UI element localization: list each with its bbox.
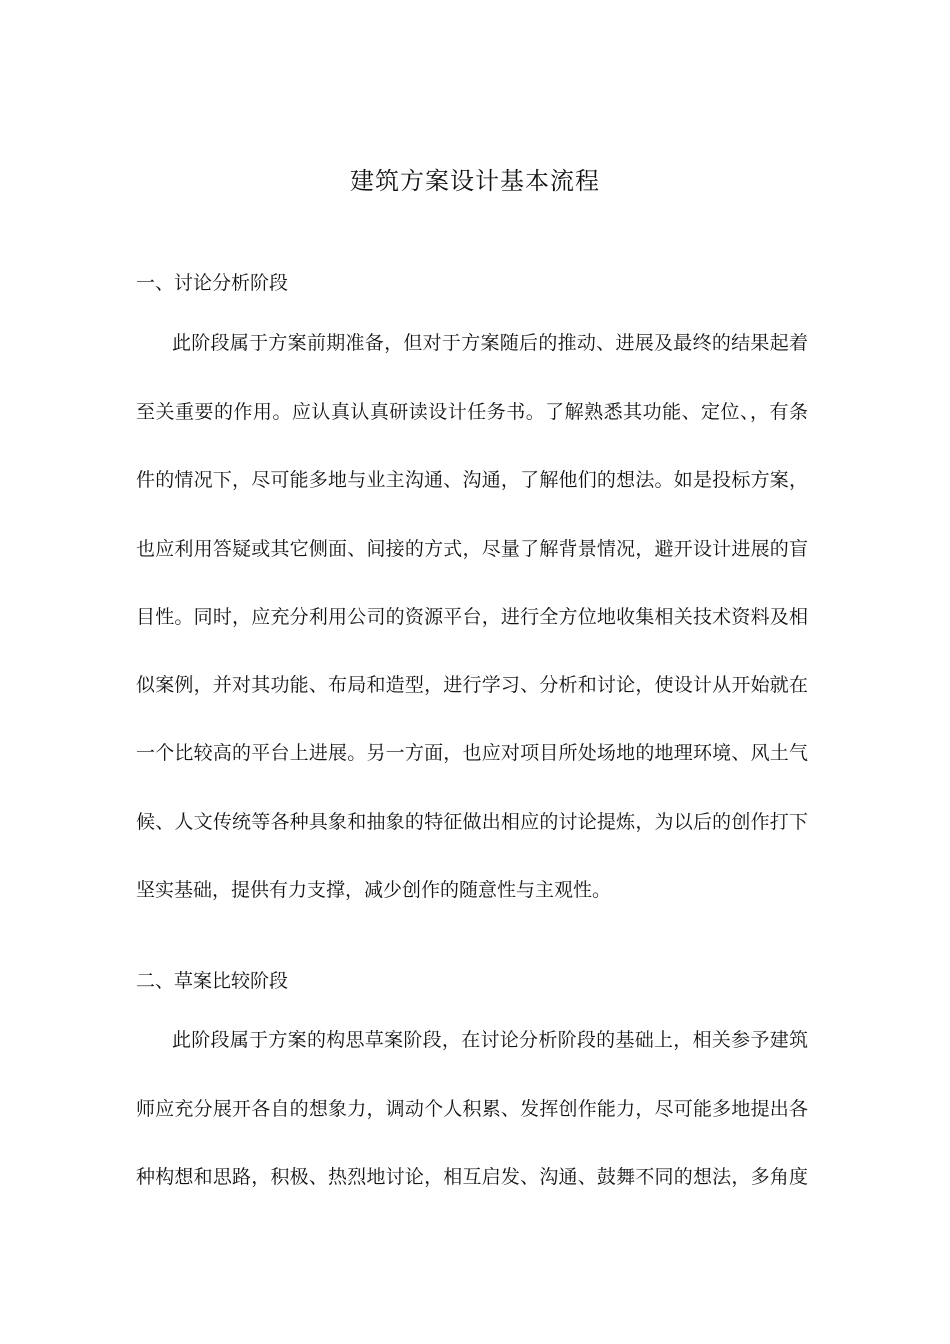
- paragraph-line: 也应利用答疑或其它侧面、间接的方式，尽量了解背景情况，避开设计进展的盲: [136, 538, 808, 560]
- paragraph-line: 目性。同时，应充分利用公司的资源平台，进行全方位地收集相关技术资料及相: [136, 606, 808, 628]
- paragraph-line: 此阶段属于方案前期准备，但对于方案随后的推动、进展及最终的结果起着: [172, 332, 808, 354]
- paragraph-line: 似案例，并对其功能、布局和造型，进行学习、分析和讨论，使设计从开始就在: [136, 674, 808, 696]
- paragraph-line: 候、人文传统等各种具象和抽象的特征做出相应的讨论提炼，为以后的创作打下: [136, 811, 808, 833]
- paragraph-line: 至关重要的作用。应认真认真研读设计任务书。了解熟悉其功能、定位、，有条: [136, 401, 808, 423]
- paragraph-line: 一个比较高的平台上进展。另一方面，也应对项目所处场地的地理环境、风土气: [136, 742, 808, 764]
- paragraph-line: 坚实基础，提供有力支撑，减少创作的随意性与主观性。: [136, 879, 612, 901]
- paragraph-line: 此阶段属于方案的构思草案阶段，在讨论分析阶段的基础上，相关参予建筑: [172, 1029, 808, 1051]
- section-heading-1: 一、讨论分析阶段: [136, 272, 289, 294]
- paragraph-line: 件的情况下，尽可能多地与业主沟通、沟通，了解他们的想法。如是投标方案，: [136, 469, 808, 491]
- paragraph-line: 种构想和思路，积极、热烈地讨论，相互启发、沟通、鼓舞不同的想法，多角度: [136, 1166, 808, 1188]
- section-heading-2: 二、草案比较阶段: [136, 970, 289, 992]
- document-title: 建筑方案设计基本流程: [350, 167, 600, 195]
- paragraph-line: 师应充分展开各自的想象力，调动个人积累、发挥创作能力，尽可能多地提出各: [136, 1098, 808, 1120]
